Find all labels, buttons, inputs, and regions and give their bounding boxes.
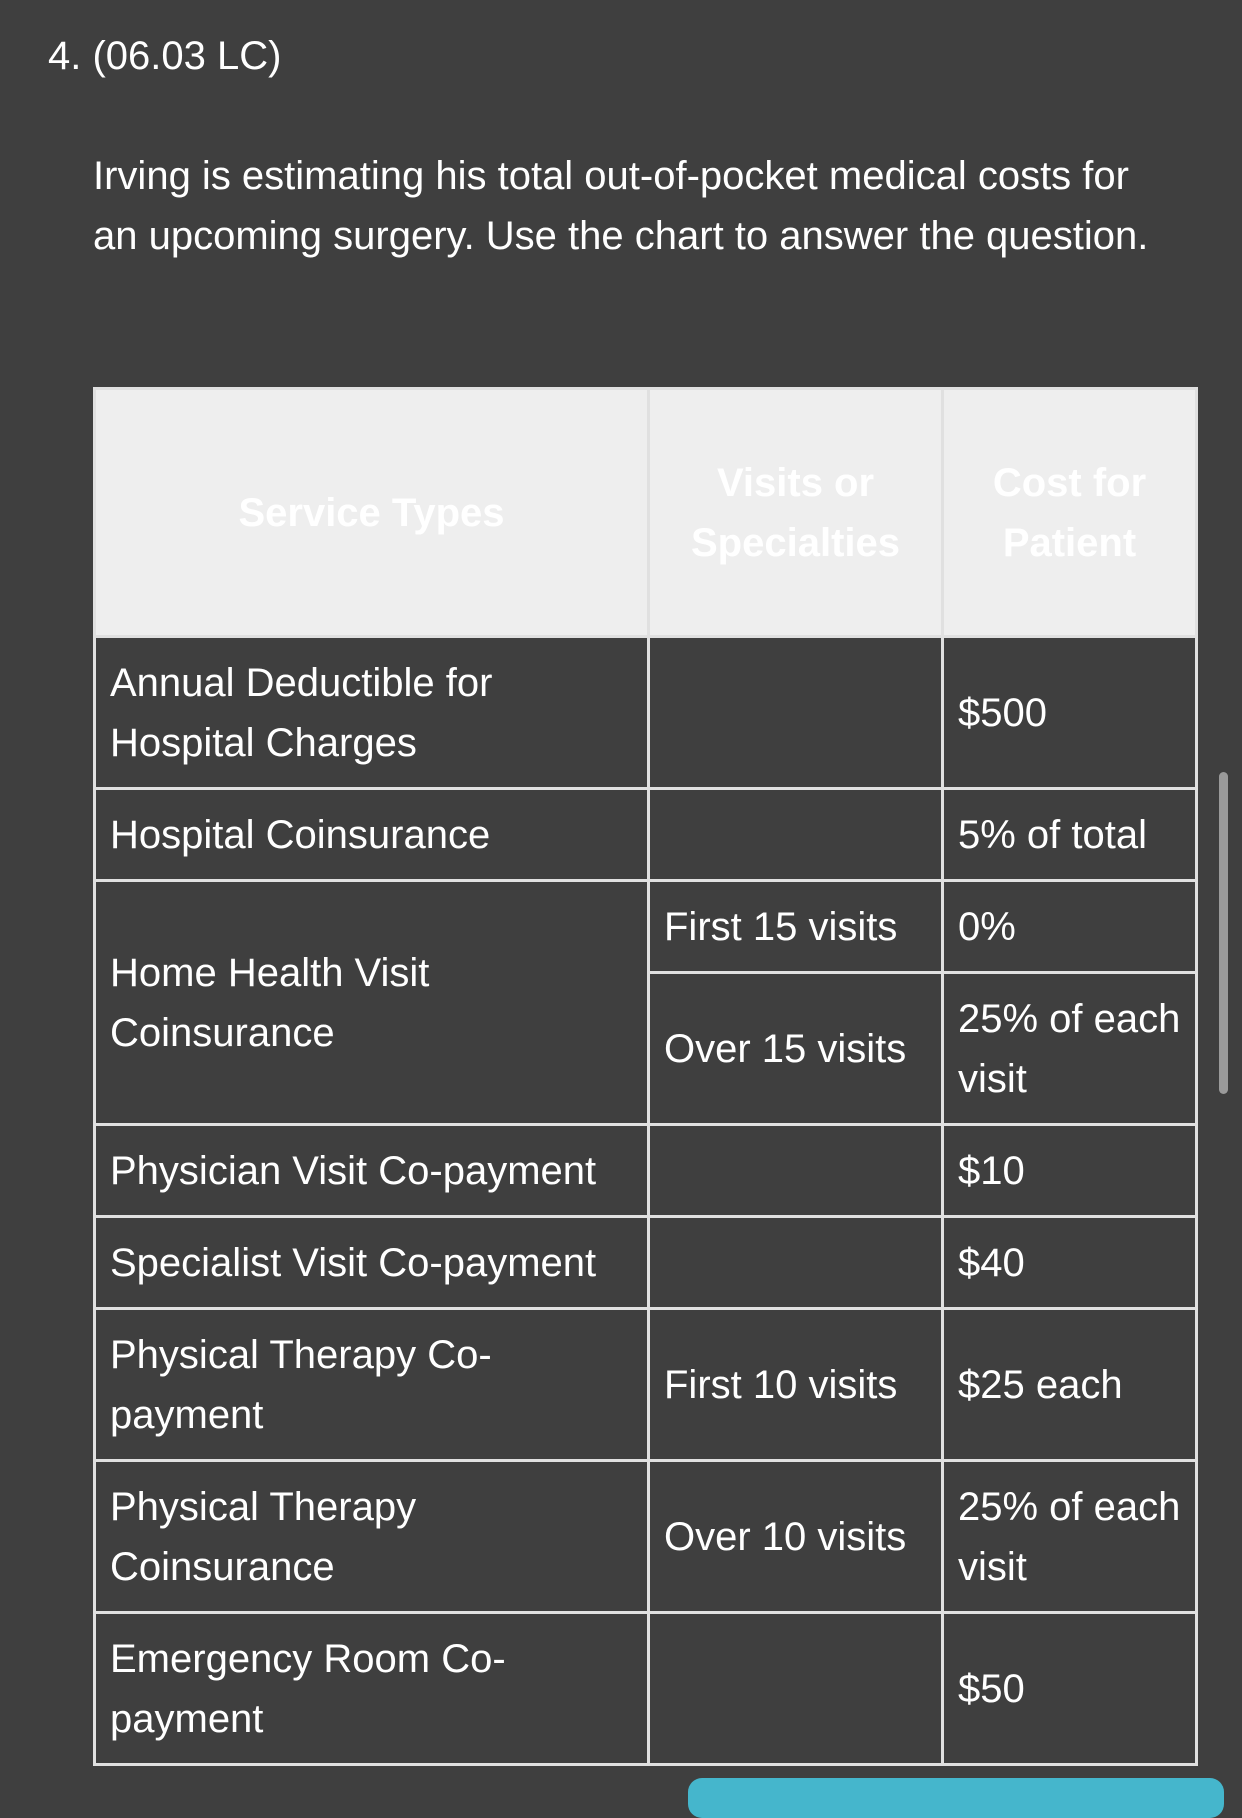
table-row (95, 637, 1197, 789)
cost-cell: $10 (943, 1125, 1197, 1217)
table-header-row (95, 389, 1197, 637)
service-cell: Specialist Visit Co-payment (95, 1217, 649, 1309)
cost-cell: $500 (943, 637, 1197, 789)
service-cell: Physical Therapy Coinsurance (95, 1461, 649, 1613)
visits-cell (649, 1613, 943, 1765)
table-row (95, 789, 1197, 881)
table-row (95, 1217, 1197, 1309)
table-row (95, 1461, 1197, 1613)
cost-cell: $25 each (943, 1309, 1197, 1461)
table-row (95, 881, 1197, 973)
header-service-types: Service Types (95, 389, 649, 637)
visits-cell (649, 1217, 943, 1309)
visits-cell: First 15 visits (649, 881, 943, 973)
service-cell: Physical Therapy Co-payment (95, 1309, 649, 1461)
bottom-action-button[interactable] (688, 1778, 1224, 1818)
cost-cell: 25% of each visit (943, 973, 1197, 1125)
scrollbar[interactable] (1219, 772, 1228, 1094)
table-row (95, 1125, 1197, 1217)
cost-cell: $40 (943, 1217, 1197, 1309)
service-cell: Hospital Coinsurance (95, 789, 649, 881)
visits-cell (649, 637, 943, 789)
header-cost-for-patient: Cost for Patient (943, 389, 1197, 637)
service-cell: Emergency Room Co-payment (95, 1613, 649, 1765)
table-row (95, 1309, 1197, 1461)
visits-cell: First 10 visits (649, 1309, 943, 1461)
cost-cell: 25% of each visit (943, 1461, 1197, 1613)
service-cell: Physician Visit Co-payment (95, 1125, 649, 1217)
cost-cell: 5% of total (943, 789, 1197, 881)
question-number: 4. (06.03 LC) (48, 34, 282, 78)
cost-cell: 0% (943, 881, 1197, 973)
cost-cell: $50 (943, 1613, 1197, 1765)
visits-cell (649, 789, 943, 881)
table-row (95, 1613, 1197, 1765)
header-visits-or-specialties: Visits or Specialties (649, 389, 943, 637)
question-text: Irving is estimating his total out-of-pocket medical costs for an upcoming surgery. Use the chart to answer the question. (93, 154, 1149, 258)
visits-cell (649, 1125, 943, 1217)
service-cell: Annual Deductible for Hospital Charges (95, 637, 649, 789)
service-cell: Home Health Visit Coinsurance (95, 881, 649, 1125)
visits-cell: Over 15 visits (649, 973, 943, 1125)
visits-cell: Over 10 visits (649, 1461, 943, 1613)
cost-table (93, 387, 1198, 1766)
